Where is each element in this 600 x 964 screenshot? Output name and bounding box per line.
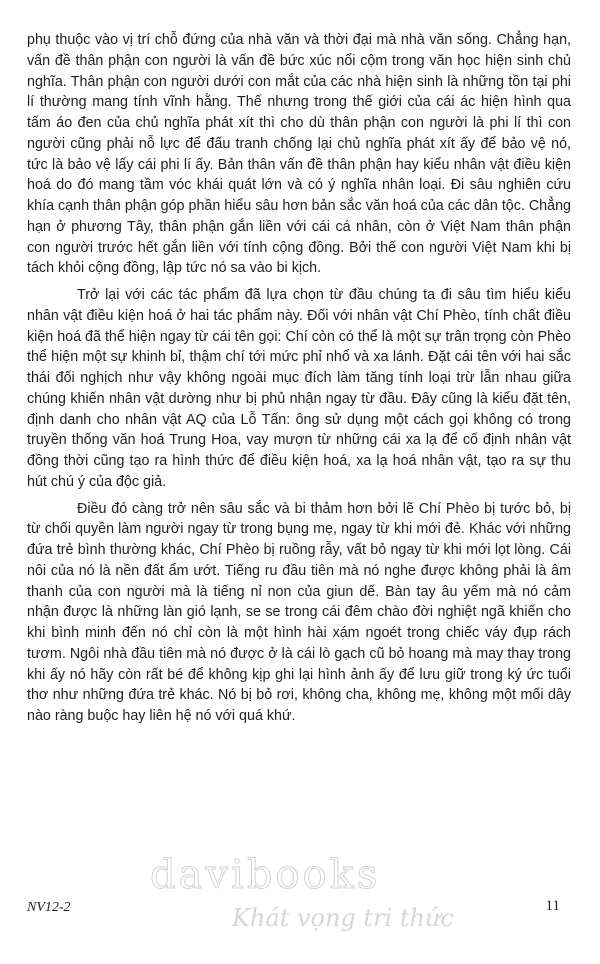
page-number: 11 bbox=[545, 898, 560, 914]
watermark-tagline: Khát vọng tri thức bbox=[232, 904, 454, 932]
page-body bbox=[27, 30, 571, 733]
paragraph-1: phụ thuộc vào vị trí chỗ đứng của nhà văn và thời đại mà nhà văn sống. Chẳng hạn, vấn đề thân phận con người là vấn đề bức xúc nổi cộm trong văn học hiện sinh chủ nghĩa. Thân phận con người dưới con mắt của các nhà hiện sinh là những tồn tại phi lí thường mang tính vĩnh hằng. Thế nhưng trong thế giới của cái ác hiện hình qua tấm áo đen của chủ nghĩa phát xít thì cho dù thân phận con người là phi lí thì con người cũng phải nỗ lực để đấu tranh chống lại chủ nghĩa phát xít ấy để bảo vệ nó, tức là bảo vệ lấy cái phi lí ấy. Bản thân vấn đề thân phận hay kiểu nhân vật điều kiện hoá do đó mang tầm vóc khái quát lớn và có ý nghĩa nhân loại. Đi sâu nghiên cứu khía cạnh thân phận góp phần hiểu sâu hơn bản sắc văn hoá của các dân tộc. Chẳng hạn ở phương Tây, thân phận gắn liền với cái cá nhân, còn ở Việt Nam thân phận con người trước hết gắn liền với tính cộng đồng. Bởi thế con người Việt Nam khi bị tách khỏi cộng đồng, lập tức nó sa vào bi kịch. bbox=[27, 32, 571, 277]
paragraph-2: Trở lại với các tác phẩm đã lựa chọn từ đầu chúng ta đi sâu tìm hiểu kiểu nhân vật điều kiện hoá ở hai tác phẩm này. Đối với nhân vật Chí Phèo, tính chất điều kiện hoá đã thể hiện ngay từ cái tên gọi: Chí còn có thể là một sự trân trọng còn Phèo thể hiện một sự khinh bỉ, thậm chí tới mức phỉ nhổ và xa lánh. Đặt cái tên với hai sắc thái đối nghịch như vậy không ngoài mục đích làm tăng tính loại trừ lẫn nhau giữa chúng khiến nhân vật dường như bị phủ nhận ngay từ đầu. Đây cũng là kiểu đặt tên, định danh cho nhân vật AQ của Lỗ Tấn: ông sử dụng một cách gọi không có trong truyền thống văn hoá Trung Hoa, vay mượn từ những cái xa lạ để cố định nhân vật đồng thời cũng tạo ra hình thức để điều kiện hoá, xa lạ hoá nhân vật, tạo ra sự thu hút chú ý của độc giả. bbox=[27, 287, 571, 490]
watermark-brand: davibooks bbox=[150, 852, 381, 898]
paragraph-3: Điều đó càng trở nên sâu sắc và bi thảm hơn bởi lẽ Chí Phèo bị tước bỏ, bị từ chối quyền làm người ngay từ trong bụng mẹ, ngay từ khi mới đẻ. Khác với những đứa trẻ bình thường khác, Chí Phèo bị ruồng rẫy, vất bỏ ngay từ khi mới lọt lòng. Cái nôi của nó là nền đất ẩm ướt. Tiếng ru đầu tiên mà nó nghe được không phải là âm thanh của con người mà là tiếng nỉ non của giun dế. Bàn tay âu yếm mà nó cảm nhận được là những làn gió lạnh, se se trong cái đêm chào đời nghiệt ngã khiến cho khi bình minh đến nó chỉ còn là một hình hài xám ngoét trong chiếc váy đụp rách tươm. Ngôi nhà đầu tiên mà nó được ở là cái lò gạch cũ bỏ hoang mà may thay trong khi ấy nó hãy còn rất bé để không kịp ghi lại hình ảnh ấy để lưu giữ trong ký ức tuổi thơ như những đứa trẻ khác. Nó bị bỏ rơi, không cha, không mẹ, không một mối dây nào ràng buộc hay liên hệ nó với quá khứ. bbox=[27, 500, 571, 724]
footer-code: NV12-2 bbox=[27, 900, 71, 915]
